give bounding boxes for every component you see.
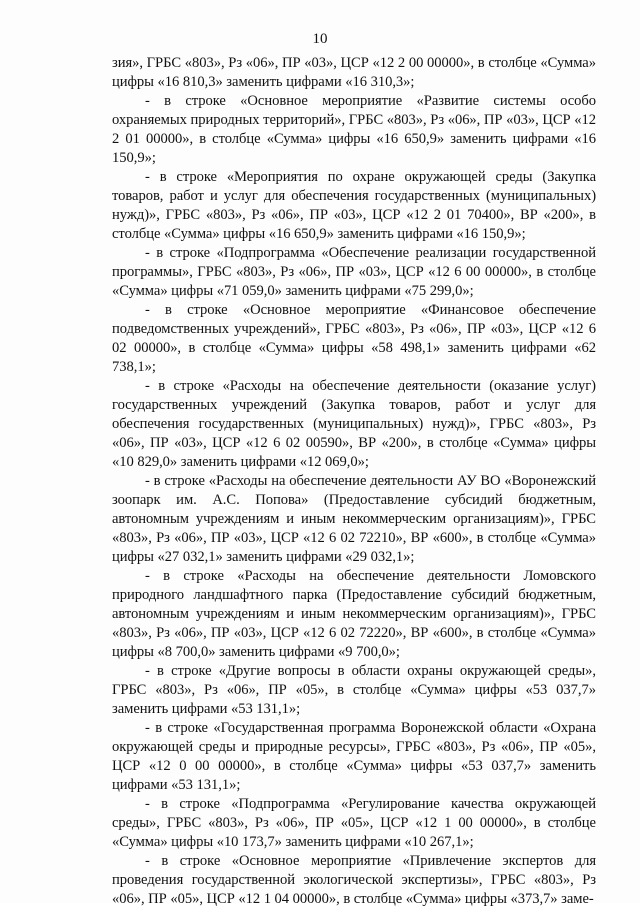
paragraph-amendment: - в строке «Расходы на обеспечение деятельности (оказание услуг) государственных учреждений (Закупка товаров, работ и услуг для обеспечения государственных (муниципальных) нужд)», ГРБС «803», Рз «06», ПР «03», ЦСР «12 6 02 00590», ВР «200», в столбце «Сумма» цифры «10 829,0» заменить цифрами «12 069,0»;: [112, 378, 596, 470]
paragraph-amendment: - в строке «Мероприятия по охране окружающей среды (Закупка товаров, работ и услуг для обеспечения государственных (муниципальных) нужд)», ГРБС «803», Рз «06», ПР «03», ЦСР «12 2 01 70400», ВР «200», в столбце «Сумма» цифры «16 650,9» заменить цифрами «16 150,9»;: [112, 169, 596, 242]
paragraph-amendment: - в строке «Другие вопросы в области охраны окружающей среды», ГРБС «803», Рз «06», ПР «05», в столбце «Сумма» цифры «53 037,7» заменить цифрами «53 131,1»;: [112, 663, 596, 717]
paragraph-amendment: - в строке «Основное мероприятие «Привлечение экспертов для проведения государственной экологической экспертизы», ГРБС «803», Рз «06», ПР «05», ЦСР «12 1 04 00000», в столбце «Сумма» цифры «373,7» заме-: [112, 853, 596, 907]
page-number: 10: [312, 31, 328, 47]
paragraph-amendment: - в строке «Подпрограмма «Обеспечение реализации государственной программы», ГРБС «803», Рз «06», ПР «03», ЦСР «12 6 00 00000», в столбце «Сумма» цифры «71 059,0» заменить цифрами «75 299,0»;: [112, 245, 596, 299]
paragraph-amendment: - в строке «Государственная программа Воронежской области «Охрана окружающей среды и природные ресурсы», ГРБС «803», Рз «06», ПР «05», ЦСР «12 0 00 00000», в столбце «Сумма» цифры «53 037,7» заменить цифрами «53 131,1»;: [112, 720, 596, 793]
document-body: [112, 54, 596, 909]
paragraph-continuation: зия», ГРБС «803», Рз «06», ПР «03», ЦСР «12 2 00 00000», в столбце «Сумма» цифры «16 810,3» заменить цифрами «16 310,3»;: [112, 55, 596, 90]
paragraph-amendment: - в строке «Расходы на обеспечение деятельности Ломовского природного ландшафтного парка (Предоставление субсидий бюджетным, автономным учреждениям и иным некоммерческим организациям)», ГРБС «803», Рз «06», ПР «03», ЦСР «12 6 02 72220», ВР «600», в столбце «Сумма» цифры «8 700,0» заменить цифрами «9 700,0»;: [112, 568, 596, 660]
paragraph-amendment: - в строке «Основное мероприятие «Развитие системы особо охраняемых природных территорий», ГРБС «803», Рз «06», ПР «03», ЦСР «12 2 01 00000», в столбце «Сумма» цифры «16 650,9» заменить цифрами «16 150,9»;: [112, 93, 596, 166]
paragraph-amendment: - в строке «Подпрограмма «Регулирование качества окружающей среды», ГРБС «803», Рз «06», ПР «05», ЦСР «12 1 00 00000», в столбце «Сумма» цифры «10 173,7» заменить цифрами «10 267,1»;: [112, 796, 596, 850]
paragraph-amendment: - в строке «Расходы на обеспечение деятельности АУ ВО «Воронежский зоопарк им. А.С. Попова» (Предоставление субсидий бюджетным, автономным учреждениям и иным некоммерческим организациям)», ГРБС «803», Рз «06», ПР «03», ЦСР «12 6 02 72210», ВР «600», в столбце «Сумма» цифры «27 032,1» заменить цифрами «29 032,1»;: [112, 473, 596, 565]
paragraph-amendment: - в строке «Основное мероприятие «Финансовое обеспечение подведомственных учреждений», ГРБС «803», Рз «06», ПР «03», ЦСР «12 6 02 00000», в столбце «Сумма» цифры «58 498,1» заменить цифрами «62 738,1»;: [112, 302, 596, 375]
